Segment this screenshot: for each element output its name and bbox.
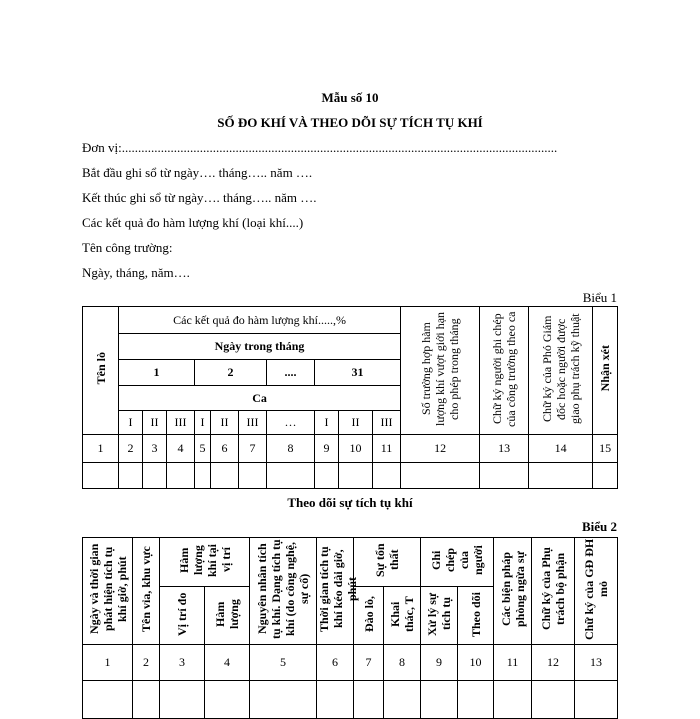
col-number: 6 (317, 645, 354, 681)
col-dept-signature: Chữ ký của Phụ trách bộ phận (532, 538, 575, 645)
col-number: 12 (532, 645, 575, 681)
table2-label: Biểu 2 (581, 519, 617, 534)
col-number: 6 (211, 435, 239, 463)
col-cause: Nguyên nhân tích tụ khí. Dạng tích tụ khí (do công nghệ, sự cố) (250, 538, 317, 645)
col-number: 2 (119, 435, 143, 463)
field-date: Ngày, tháng, năm…. (82, 265, 190, 280)
col-number: 11 (494, 645, 532, 681)
col-number: 4 (205, 645, 250, 681)
grp-records: Ghi chép của người (421, 538, 494, 587)
col-number: 13 (575, 645, 618, 681)
shift-cell: III (373, 411, 401, 435)
col-number: 1 (83, 435, 119, 463)
col-director-signature: Chữ ký của Phó Giám đốc hoặc người được giao phụ trách kỹ thuật (529, 307, 593, 435)
column-number-row (83, 435, 618, 463)
shift-cell: II (143, 411, 167, 435)
form-number: Mẫu số 10 (321, 90, 379, 105)
col-number: 3 (160, 645, 205, 681)
ca-header: Ca (119, 386, 401, 411)
field-site-name: Tên công trường: (82, 240, 173, 255)
col-duration: Thời gian tích tụ khí kéo dài giờ, phút (317, 538, 354, 645)
col-position: Vị trí đo (160, 587, 205, 645)
shift-cell: … (267, 411, 315, 435)
col-mining: Khai thác, T (384, 587, 421, 645)
col-monitoring: Theo dõi (458, 587, 494, 645)
field-gas-type: Các kết quả đo hàm lượng khí (loại khí....) (82, 215, 304, 230)
col-seam-area: Tên vỉa, khu vực (133, 538, 160, 645)
col-number: 10 (339, 435, 373, 463)
field-end-date: Kết thúc ghi sổ từ ngày…. tháng….. năm …. (82, 190, 317, 205)
col-remarks: Nhận xét (593, 307, 618, 435)
col-number: 5 (250, 645, 317, 681)
field-don-vi: Đơn vị:...................................................................................................................................... (82, 140, 558, 155)
col-number: 2 (133, 645, 160, 681)
col-number: 8 (267, 435, 315, 463)
shift-cell: III (239, 411, 267, 435)
gas-measurement-table (82, 306, 618, 489)
day-31: 31 (315, 360, 401, 386)
col-number: 11 (373, 435, 401, 463)
col-number: 15 (593, 435, 618, 463)
table1-label: Biểu 1 (582, 290, 617, 305)
col-number: 14 (529, 435, 593, 463)
shift-cell: I (315, 411, 339, 435)
days-header: Ngày trong tháng (119, 334, 401, 360)
col-number: 12 (401, 435, 480, 463)
col-number: 1 (83, 645, 133, 681)
shift-cell: I (195, 411, 211, 435)
col-number: 8 (384, 645, 421, 681)
page-title: SỐ ĐO KHÍ VÀ THEO DÕI SỰ TÍCH TỤ KHÍ (217, 115, 483, 130)
empty-data-row (83, 681, 618, 719)
col-number: 9 (421, 645, 458, 681)
gas-accumulation-table (82, 537, 618, 719)
day-ellipsis: .... (267, 360, 315, 386)
col-tunneling: Đào lò, (354, 587, 384, 645)
col-number: 10 (458, 645, 494, 681)
empty-data-row (83, 463, 618, 489)
col-number: 9 (315, 435, 339, 463)
grp-loss: Sự tổn thất (354, 538, 421, 587)
col-number: 7 (239, 435, 267, 463)
col-number: 5 (195, 435, 211, 463)
shift-cell: II (211, 411, 239, 435)
column-number-row (83, 645, 618, 681)
col-ten-lo: Tên lò (83, 307, 119, 435)
shift-cell: II (339, 411, 373, 435)
col-number: 7 (354, 645, 384, 681)
col-handling: Xử lý sự tích tụ (421, 587, 458, 645)
col-number: 3 (143, 435, 167, 463)
field-start-date: Bắt đầu ghi sổ từ ngày…. tháng….. năm …. (82, 165, 313, 180)
col-gd-signature: Chữ ký của GĐ ĐH mỏ (575, 538, 618, 645)
day-2: 2 (195, 360, 267, 386)
col-prevention: Các biện pháp phòng ngừa sự (494, 538, 532, 645)
col-detect-time: Ngày và thời gian phát hiện tích tụ khí giờ, phút (83, 538, 133, 645)
section-title: Theo dõi sự tích tụ khí (287, 495, 413, 510)
grp-gas-content: Hàm lượng khí tại vị trí (160, 538, 250, 587)
col-shift-signature: Chữ ký người ghi chép của công trường theo ca (480, 307, 529, 435)
col-content: Hàm lượng (205, 587, 250, 645)
results-header: Các kết quả đo hàm lượng khí.....,% (119, 307, 401, 334)
col-number: 13 (480, 435, 529, 463)
shift-cell: I (119, 411, 143, 435)
shift-cell: III (167, 411, 195, 435)
day-1: 1 (119, 360, 195, 386)
col-number: 4 (167, 435, 195, 463)
col-exceed-count: Số trường hợp hàm lượng khí vượt giới hạn cho phép trong tháng (401, 307, 480, 435)
